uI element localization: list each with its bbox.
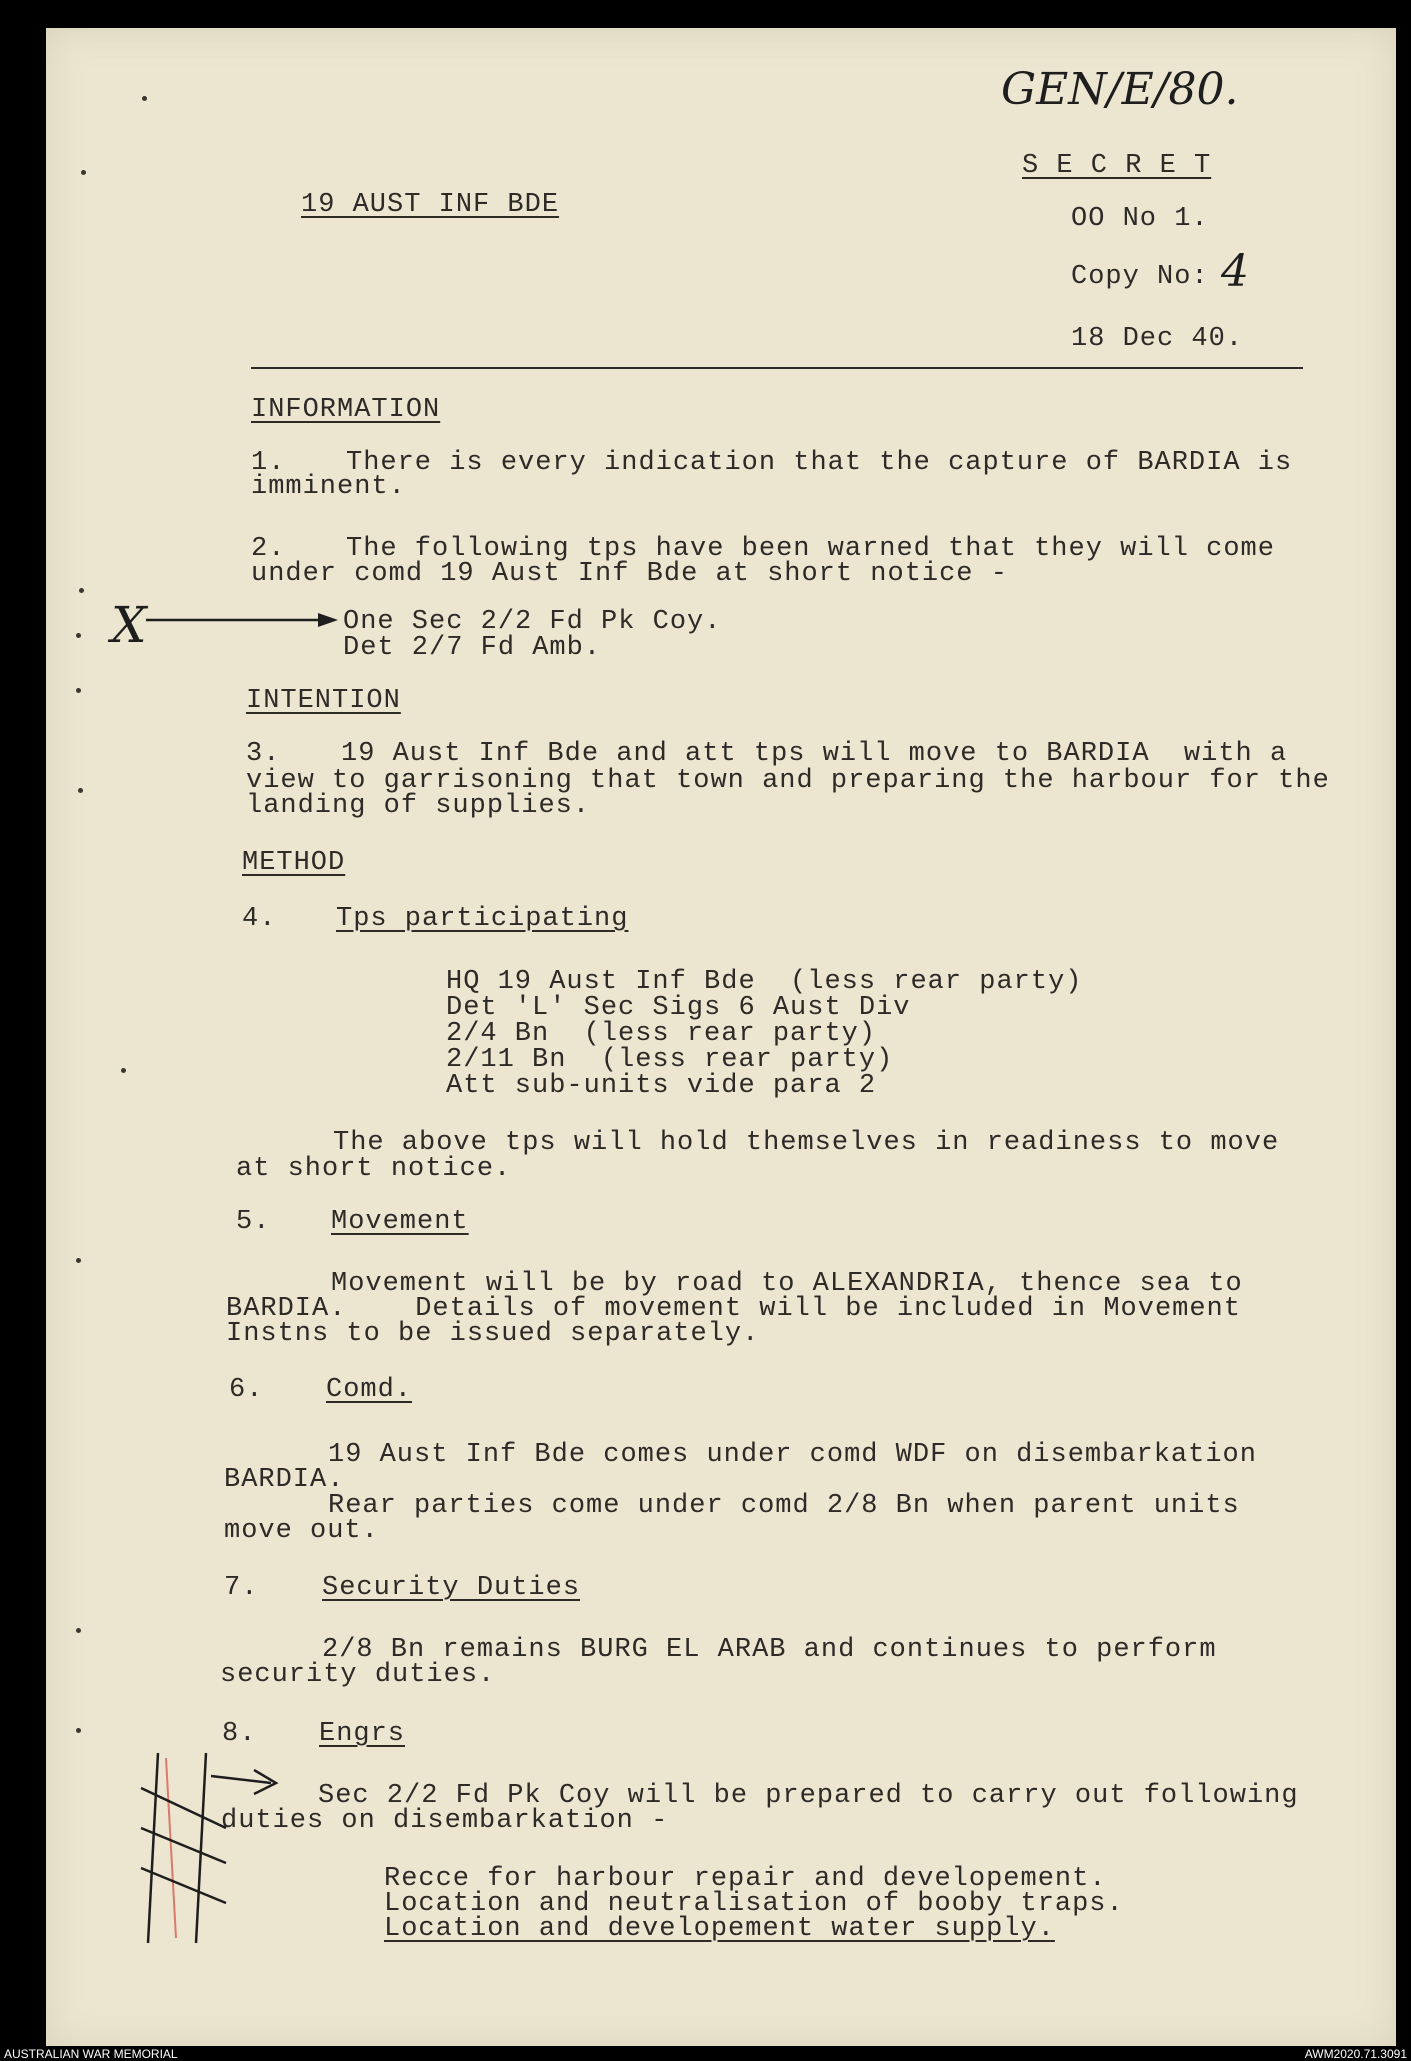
list-item: Recce for harbour repair and developement. [384,1864,1107,1894]
list-item: 2/4 Bn (less rear party) [446,1019,877,1049]
para-text: view to garrisoning that town and preparing the harbour for the [246,766,1330,796]
document-date: 18 Dec 40. [1071,324,1244,354]
para-text: under comd 19 Aust Inf Bde at short notice - [251,559,1008,589]
punch-hole-mark [76,633,81,638]
list-item: HQ 19 Aust Inf Bde (less rear party) [446,967,1083,997]
document-page [46,28,1396,2046]
para-text: at short notice. [236,1154,512,1184]
list-item: Att sub-units vide para 2 [446,1071,877,1101]
para-number: 2. [251,534,286,564]
copy-number-label: Copy No: [1071,262,1209,292]
punch-hole-mark [76,1258,81,1263]
margin-hatch-mark-icon [136,1748,306,1948]
para-number: 8. [222,1719,257,1749]
para-text: imminent. [251,472,406,502]
subsection-title: Tps participating [336,904,629,934]
punch-hole-mark [79,588,84,593]
para-text: BARDIA. Details of movement will be included in Movement [226,1294,1241,1324]
subsection-title: Movement [331,1207,469,1237]
list-item: Location and neutralisation of booby traps. [384,1889,1124,1919]
punch-hole-mark [76,688,81,693]
section-heading-information: INFORMATION [251,395,441,425]
para-text: Sec 2/2 Fd Pk Coy will be prepared to carry out following [318,1781,1299,1811]
para-number: 1. [251,448,286,478]
unit-title: 19 AUST INF BDE [301,190,560,220]
para-text: duties on disembarkation - [221,1806,669,1836]
file-reference-handwritten: GEN/E/80. [1001,64,1239,115]
list-item: One Sec 2/2 Fd Pk Coy. [343,607,722,637]
para-text: security duties. [220,1660,496,1690]
section-heading-intention: INTENTION [246,686,401,716]
punch-hole-mark [81,170,86,175]
para-text: The following tps have been warned that they will come [346,534,1275,564]
punch-hole-mark [76,1728,81,1733]
para-text: Movement will be by road to ALEXANDRIA, thence sea to [331,1269,1243,1299]
section-heading-method: METHOD [242,848,346,878]
para-number: 5. [236,1207,271,1237]
para-text: There is every indication that the capture of BARDIA is [346,448,1293,478]
footer-accession-number: AWM2020.71.3091 [1304,2047,1407,2061]
punch-hole-mark [78,788,83,793]
subsection-title: Engrs [319,1719,406,1749]
classification-label: S E C R E T [1022,151,1212,181]
list-item: 2/11 Bn (less rear party) [446,1045,894,1075]
para-number: 6. [229,1375,264,1405]
para-text: 2/8 Bn remains BURG EL ARAB and continues to perform [322,1635,1217,1665]
para-number: 3. [246,739,281,769]
order-number: OO No 1. [1071,204,1209,234]
punch-hole-mark [142,96,147,101]
para-text: move out. [224,1516,379,1546]
para-number: 7. [224,1573,259,1603]
para-number: 4. [242,904,277,934]
list-item: Det 'L' Sec Sigs 6 Aust Div [446,993,911,1023]
margin-x-mark: X [111,596,147,654]
para-text: BARDIA. [224,1465,345,1495]
header-divider [251,367,1303,369]
para-text: landing of supplies. [246,791,591,821]
footer-credit: AUSTRALIAN WAR MEMORIAL [4,2047,178,2061]
list-item: Det 2/7 Fd Amb. [343,633,602,663]
para-text: Rear parties come under comd 2/8 Bn when parent units [328,1491,1240,1521]
subsection-title: Security Duties [322,1573,581,1603]
punch-hole-mark [121,1068,126,1073]
subsection-title: Comd. [326,1375,413,1405]
margin-arrow-icon [146,610,346,630]
copy-number-handwritten: 4 [1221,246,1249,297]
list-item: Location and developement water supply. [384,1914,1055,1944]
para-text: The above tps will hold themselves in readiness to move [333,1128,1280,1158]
para-text: Instns to be issued separately. [226,1319,760,1349]
punch-hole-mark [76,1628,81,1633]
para-text: 19 Aust Inf Bde comes under comd WDF on disembarkation [328,1440,1257,1470]
para-text: 19 Aust Inf Bde and att tps will move to BARDIA with a [341,739,1288,769]
